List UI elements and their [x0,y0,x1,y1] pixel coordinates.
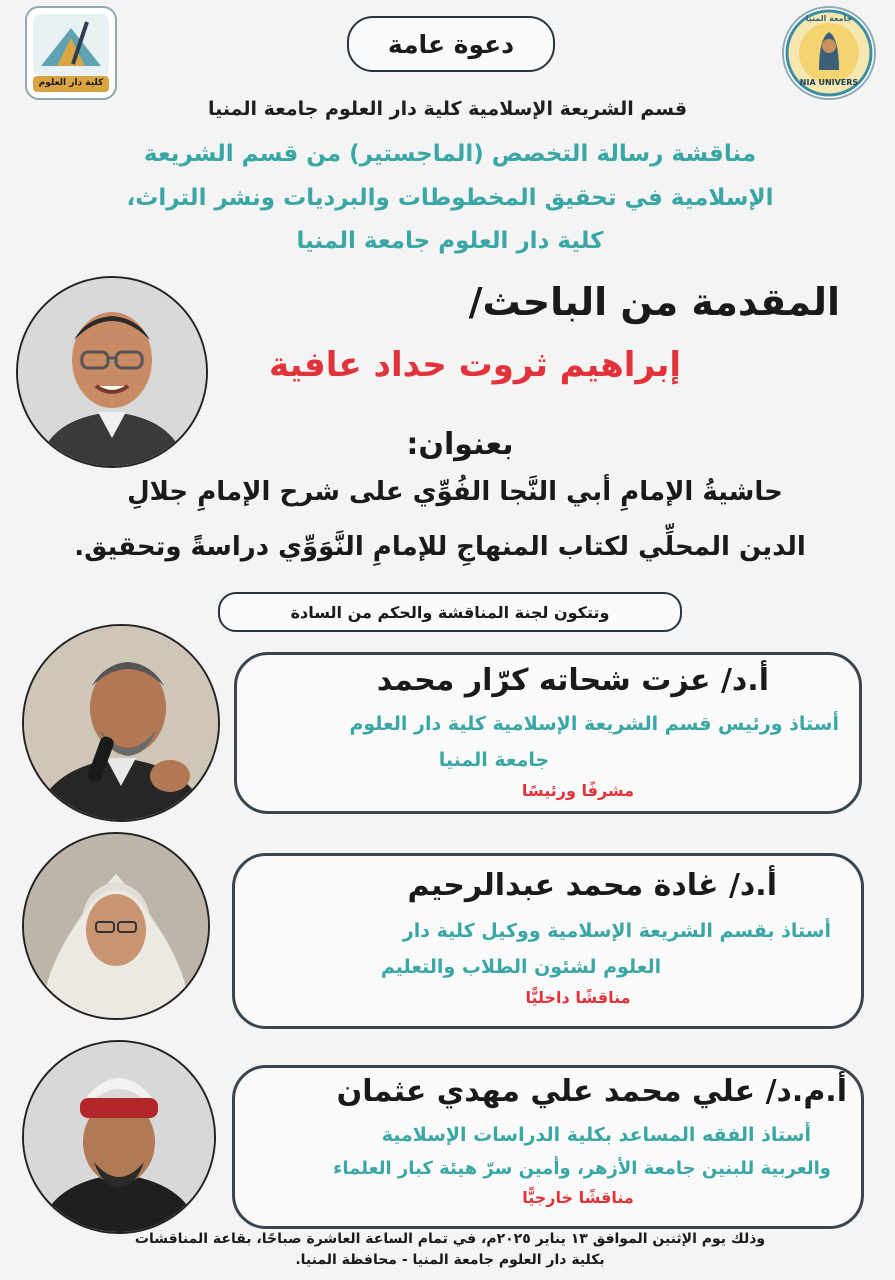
member-role: مناقشًا خارجيًّا [522,1188,634,1207]
university-logo-text-bottom: NIA UNIVERS [799,78,859,87]
member-photo-3 [22,1040,216,1234]
university-logo-text-top: جامعة المنيا [805,14,853,23]
member-name: أ.م.د/ علي محمد علي مهدي عثمان [336,1074,847,1109]
member-card-2 [232,853,864,1029]
member-description-line-1: أستاذ بقسم الشريعة الإسلامية ووكيل كلية دار [402,920,831,942]
faculty-logo [25,6,117,100]
footer-line-1: وذلك يوم الإثنين الموافق ١٣ يناير ٢٠٢٥م، في تمام الساعة العاشرة صباحًا، بقاعة المناقشات [134,1231,766,1247]
thesis-line-1: مناقشة رسالة التخصص (الماجستير) من قسم الشريعة [143,141,757,167]
member-name: أ.د/ غادة محمد عبدالرحيم [407,868,777,903]
titled-label: بعنوان: [406,427,514,462]
member-photo-1 [22,624,220,822]
researcher-name: إبراهيم ثروت حداد عافية [268,345,682,385]
member-role: مشرفًا ورئيسًا [521,781,635,800]
topic-line-1: حاشيةُ الإمامِ أبي النَّجا الفُوِّي على شرح الإمامِ جلالِ [127,477,783,507]
presented-by-label: المقدمة من الباحث/ [468,280,840,324]
topic-line-2: الدين المحلِّي لكتاب المنهاجِ للإمامِ النَّوَوِّي دراسةً وتحقيق. [74,532,806,562]
committee-label: وتتكون لجنة المناقشة والحكم من السادة [218,592,682,632]
researcher-photo [16,276,208,468]
member-role: مناقشًا داخليًّا [525,988,631,1007]
member-card-3 [232,1065,864,1229]
member-card-1 [234,652,862,814]
member-name: أ.د/ عزت شحاته كرّار محمد [376,663,769,698]
footer-line-2: بكلية دار العلوم جامعة المنيا - محافظة المنيا. [295,1252,605,1268]
member-description-line-1: أستاذ ورئيس قسم الشريعة الإسلامية كلية دار العلوم [349,713,839,735]
department-line: قسم الشريعة الإسلامية كلية دار العلوم جامعة المنيا [207,98,688,120]
member-description-line-1: أستاذ الفقه المساعد بكلية الدراسات الإسلامية [381,1124,811,1146]
university-logo [782,6,876,100]
thesis-line-2: الإسلامية في تحقيق المخطوطات والبرديات ونشر التراث، [126,185,774,211]
member-photo-2 [22,832,210,1020]
member-description-line-2: والعربية للبنين جامعة الأزهر، وأمين سرّ هيئة كبار العلماء [333,1158,831,1179]
faculty-logo-text: كلية دار العلوم [38,78,104,88]
thesis-line-3: كلية دار العلوم جامعة المنيا [296,228,604,254]
member-description-line-2: جامعة المنيا [438,749,550,771]
member-description-line-2: العلوم لشئون الطلاب والتعليم [380,956,662,978]
public-invitation-badge: دعوة عامة [347,16,555,72]
